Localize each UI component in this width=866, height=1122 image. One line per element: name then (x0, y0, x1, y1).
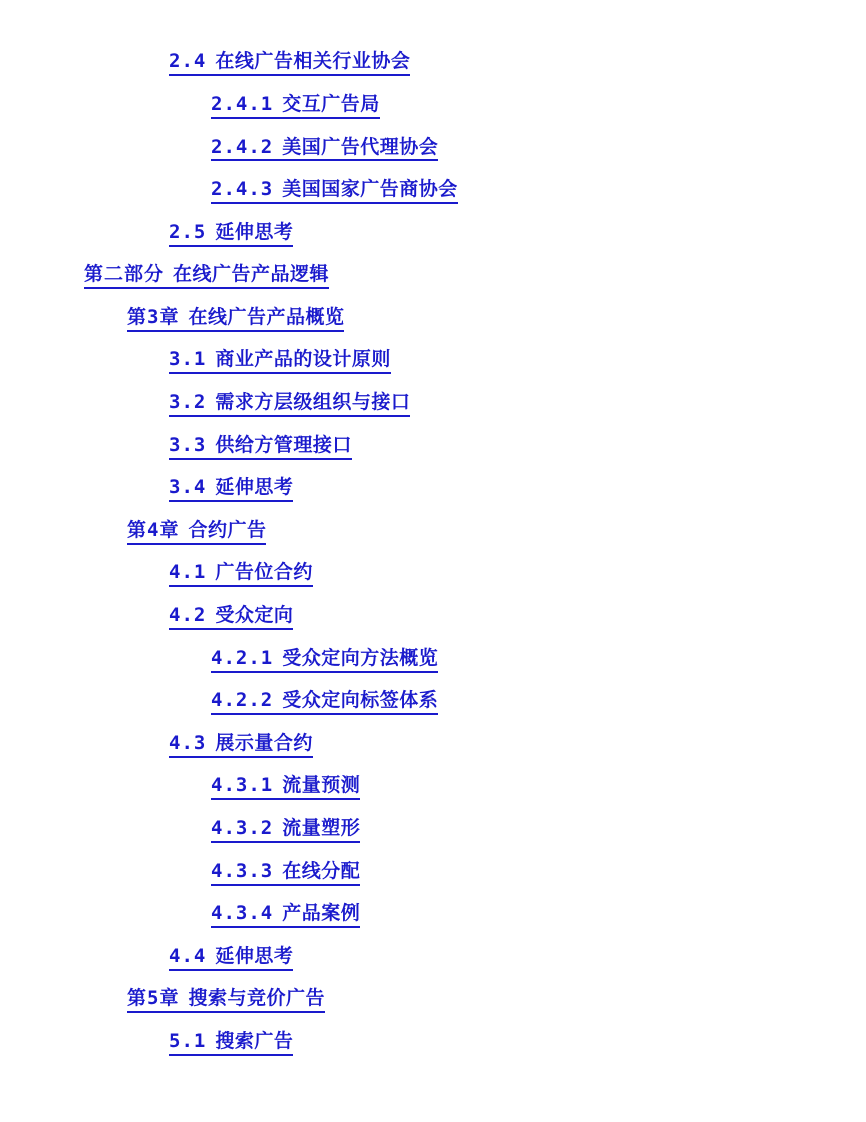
toc-link[interactable] (169, 478, 293, 502)
toc-entry-number: 4.2.1 (211, 646, 274, 669)
toc-entry-title: 流量预测 (282, 775, 361, 797)
toc-row (0, 725, 866, 768)
toc-entry-title: 合约广告 (188, 519, 267, 541)
toc-row (0, 426, 866, 469)
toc-entry-title: 交互广告局 (282, 93, 380, 115)
toc-row (0, 512, 866, 555)
toc-row (0, 682, 866, 725)
toc-link[interactable] (211, 859, 361, 886)
toc-entry-title: 商业产品的设计原则 (215, 349, 391, 371)
toc-link[interactable] (127, 989, 325, 1013)
toc-link[interactable] (211, 180, 458, 204)
toc-entry-title: 在线分配 (282, 860, 361, 882)
toc-link[interactable] (211, 646, 439, 673)
toc-link[interactable] (169, 433, 352, 460)
toc-row (0, 469, 866, 512)
toc-entry-title: 在线广告相关行业协会 (215, 51, 411, 73)
toc-link[interactable] (211, 92, 380, 119)
toc-link[interactable] (169, 350, 391, 374)
toc-row (0, 767, 866, 810)
toc-link[interactable] (211, 819, 360, 843)
toc-row (0, 1023, 866, 1066)
toc-entry-title: 展示量合约 (215, 732, 313, 754)
toc-entry-title: 受众定向 (215, 605, 294, 627)
toc-entry-number: 4.2.2 (211, 689, 274, 712)
toc-link[interactable] (211, 135, 439, 162)
toc-entry-number: 3.4 (169, 476, 207, 499)
toc-entry-number: 第3章 (127, 305, 180, 328)
toc-entry-number: 4.1 (169, 561, 207, 584)
toc-row (0, 980, 866, 1023)
toc-row (0, 937, 866, 980)
toc-row (0, 213, 866, 256)
toc-entry-title: 受众定向标签体系 (282, 690, 439, 712)
toc-link[interactable] (211, 904, 360, 928)
toc-entry-title: 延伸思考 (215, 221, 294, 243)
toc-entry-title: 延伸思考 (215, 945, 294, 967)
toc-link[interactable] (169, 52, 410, 76)
toc-link[interactable] (169, 731, 313, 758)
toc-row (0, 341, 866, 384)
toc-entry-title: 美国广告代理协会 (282, 136, 439, 158)
toc-entry-title: 延伸思考 (215, 477, 294, 499)
toc-entry-title: 美国国家广告商协会 (282, 179, 458, 201)
toc-row (0, 554, 866, 597)
toc-link[interactable] (169, 944, 294, 971)
toc-row (0, 597, 866, 640)
toc-entry-title: 搜索与竞价广告 (188, 988, 325, 1010)
toc-entry-title: 搜索广告 (215, 1030, 294, 1052)
toc-entry-number: 4.3.4 (211, 902, 274, 925)
toc-link[interactable] (84, 265, 329, 289)
toc-link[interactable] (211, 691, 438, 715)
toc-link[interactable] (127, 518, 267, 545)
toc-entry-title: 受众定向方法概览 (282, 647, 439, 669)
toc-entry-title: 在线广告产品概览 (188, 306, 345, 328)
toc-row (0, 384, 866, 427)
toc-row (0, 256, 866, 299)
toc-link[interactable] (127, 305, 345, 332)
toc-entry-number: 4.3.1 (211, 774, 274, 797)
toc-entry-number: 4.3.3 (211, 859, 274, 882)
toc-row (0, 171, 866, 214)
toc-link[interactable] (169, 1029, 294, 1056)
toc-row (0, 895, 866, 938)
toc-row (0, 43, 866, 86)
toc-entry-number: 4.4 (169, 944, 207, 967)
toc-row (0, 299, 866, 342)
toc-link[interactable] (169, 393, 410, 417)
toc-row (0, 852, 866, 895)
toc-link[interactable] (169, 563, 313, 587)
toc-entry-number: 3.2 (169, 391, 207, 414)
toc-entry-number: 2.4.3 (211, 178, 274, 201)
toc-row (0, 86, 866, 129)
toc-link[interactable] (211, 776, 360, 800)
toc-entry-number: 4.2 (169, 604, 207, 627)
toc-entry-title: 广告位合约 (215, 562, 313, 584)
toc-link[interactable] (169, 220, 294, 247)
toc-entry-number: 5.1 (169, 1029, 207, 1052)
toc-entry-number: 2.4 (169, 50, 207, 73)
toc-entry-title: 产品案例 (282, 903, 361, 925)
toc-entry-title: 供给方管理接口 (215, 434, 352, 456)
toc-entry-number: 2.4.2 (211, 135, 274, 158)
toc-entry-title: 在线广告产品逻辑 (173, 264, 330, 286)
toc-entry-number: 3.3 (169, 433, 207, 456)
toc-row (0, 639, 866, 682)
toc-link[interactable] (169, 606, 293, 630)
table-of-contents (0, 43, 866, 1065)
toc-entry-title: 需求方层级组织与接口 (215, 392, 411, 414)
toc-entry-number: 4.3 (169, 731, 207, 754)
toc-entry-number: 3.1 (169, 348, 207, 371)
toc-entry-title: 流量塑形 (282, 818, 361, 840)
toc-entry-number: 4.3.2 (211, 817, 274, 840)
toc-entry-number: 第二部分 (84, 263, 165, 286)
toc-entry-number: 2.5 (169, 220, 207, 243)
toc-entry-number: 第4章 (127, 518, 180, 541)
toc-entry-number: 第5章 (127, 987, 180, 1010)
toc-row (0, 810, 866, 853)
toc-entry-number: 2.4.1 (211, 92, 274, 115)
toc-row (0, 128, 866, 171)
